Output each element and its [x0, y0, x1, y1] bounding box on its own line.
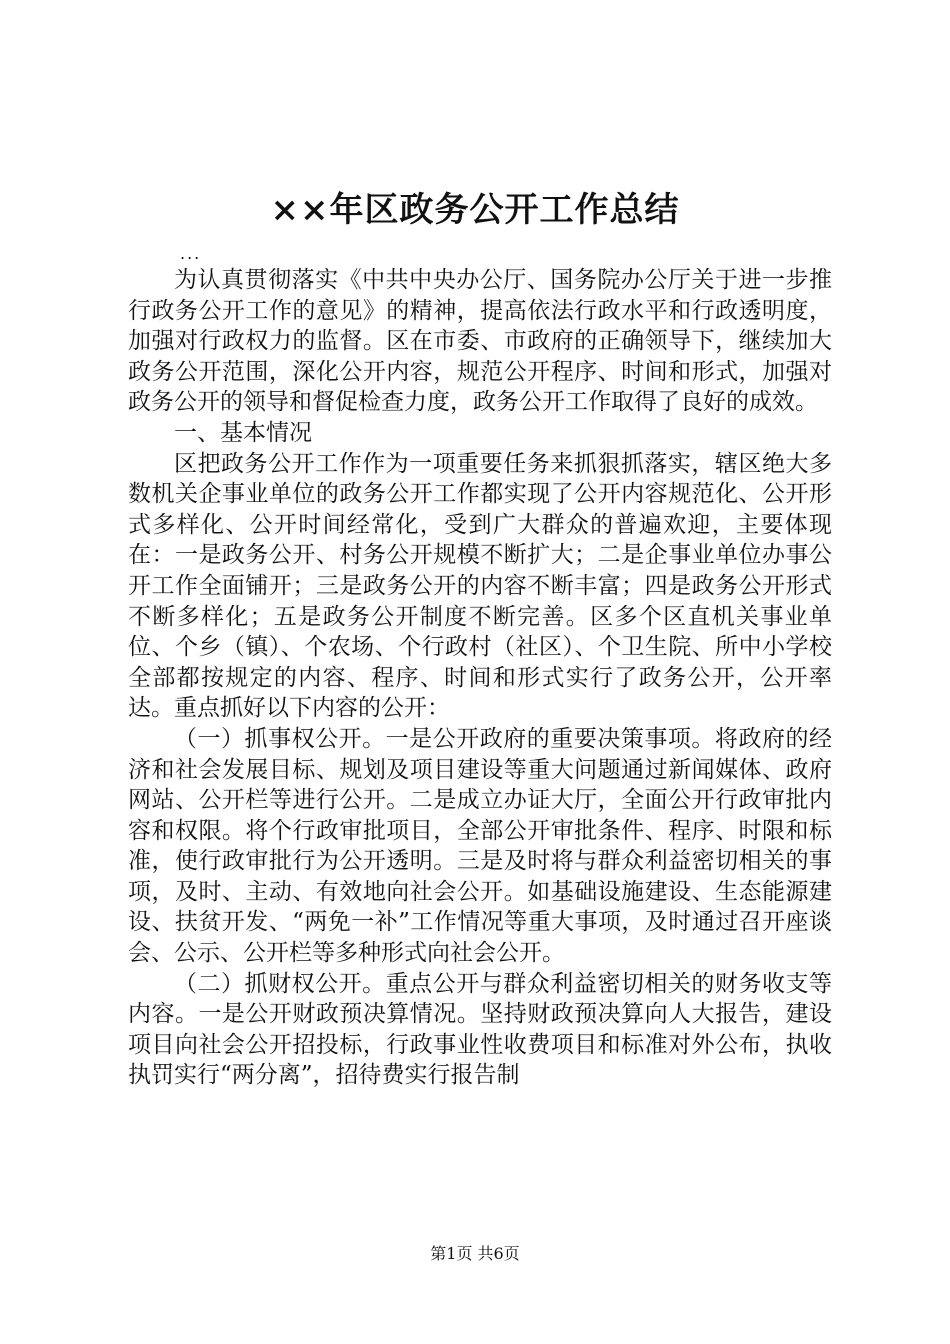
paragraph-basic-situation: 区把政务公开工作作为一项重要任务来抓狠抓落实，辖区绝大多数机关企事业单位的政务公开工作都实现了公开内容规范化、公开形式多样化、公开时间经常化，受到广大群众的普遍欢迎，主要体现在：一是政务公开、村务公开规模不断扩大；二是企事业单位办事公开工作全面铺开；三是政务公开的内容不断丰富；四是政务公开形式不断多样化；五是政务公开制度不断完善。区多个区直机关事业单位、个乡（镇）、个农场、个行政村（社区）、个卫生院、所中小学校全部都按规定的内容、程序、时间和形式实行了政务公开，公开率达。重点抓好以下内容的公开： [128, 450, 832, 722]
ellipsis-mark: ... [180, 244, 202, 263]
document-title: ××年区政务公开工作总结 [270, 190, 680, 230]
section-heading-basic: 一、基本情况 [174, 419, 312, 446]
paragraph-finance-disclosure: （二）抓财权公开。重点公开与群众利益密切相关的财务收支等内容。一是公开财政预决算情况。坚持财政预决算向人大报告，建设项目向社会公开招投标，行政事业性收费项目和标准对外公布，执收执罚实行“两分离”，招待费实行报告制 [128, 970, 832, 1089]
page-footer: 第1页 共6页 [430, 1244, 520, 1263]
paragraph-intro: 为认真贯彻落实《中共中央办公厅、国务院办公厅关于进一步推行政务公开工作的意见》的精神，提高依法行政水平和行政透明度，加强对行政权力的监督。区在市委、市政府的正确领导下，继续加大政务公开范围，深化公开内容，规范公开程序、时间和形式，加强对政务公开的领导和督促检查力度，政务公开工作取得了良好的成效。 [128, 267, 832, 416]
document-body [128, 265, 832, 1091]
paragraph-power-disclosure: （一）抓事权公开。一是公开政府的重要决策事项。将政府的经济和社会发展目标、规划及项目建设等重大问题通过新闻媒体、政府网站、公开栏等进行公开。二是成立办证大厅，全面公开行政审批内容和权限。将个行政审批项目，全部公开审批条件、程序、时限和标准，使行政审批行为公开透明。三是及时将与群众利益密切相关的事项，及时、主动、有效地向社会公开。如基础设施建设、生态能源建设、扶贫开发、“两免一补”工作情况等重大事项，及时通过召开座谈会、公示、公开栏等多种形式向社会公开。 [128, 725, 832, 967]
